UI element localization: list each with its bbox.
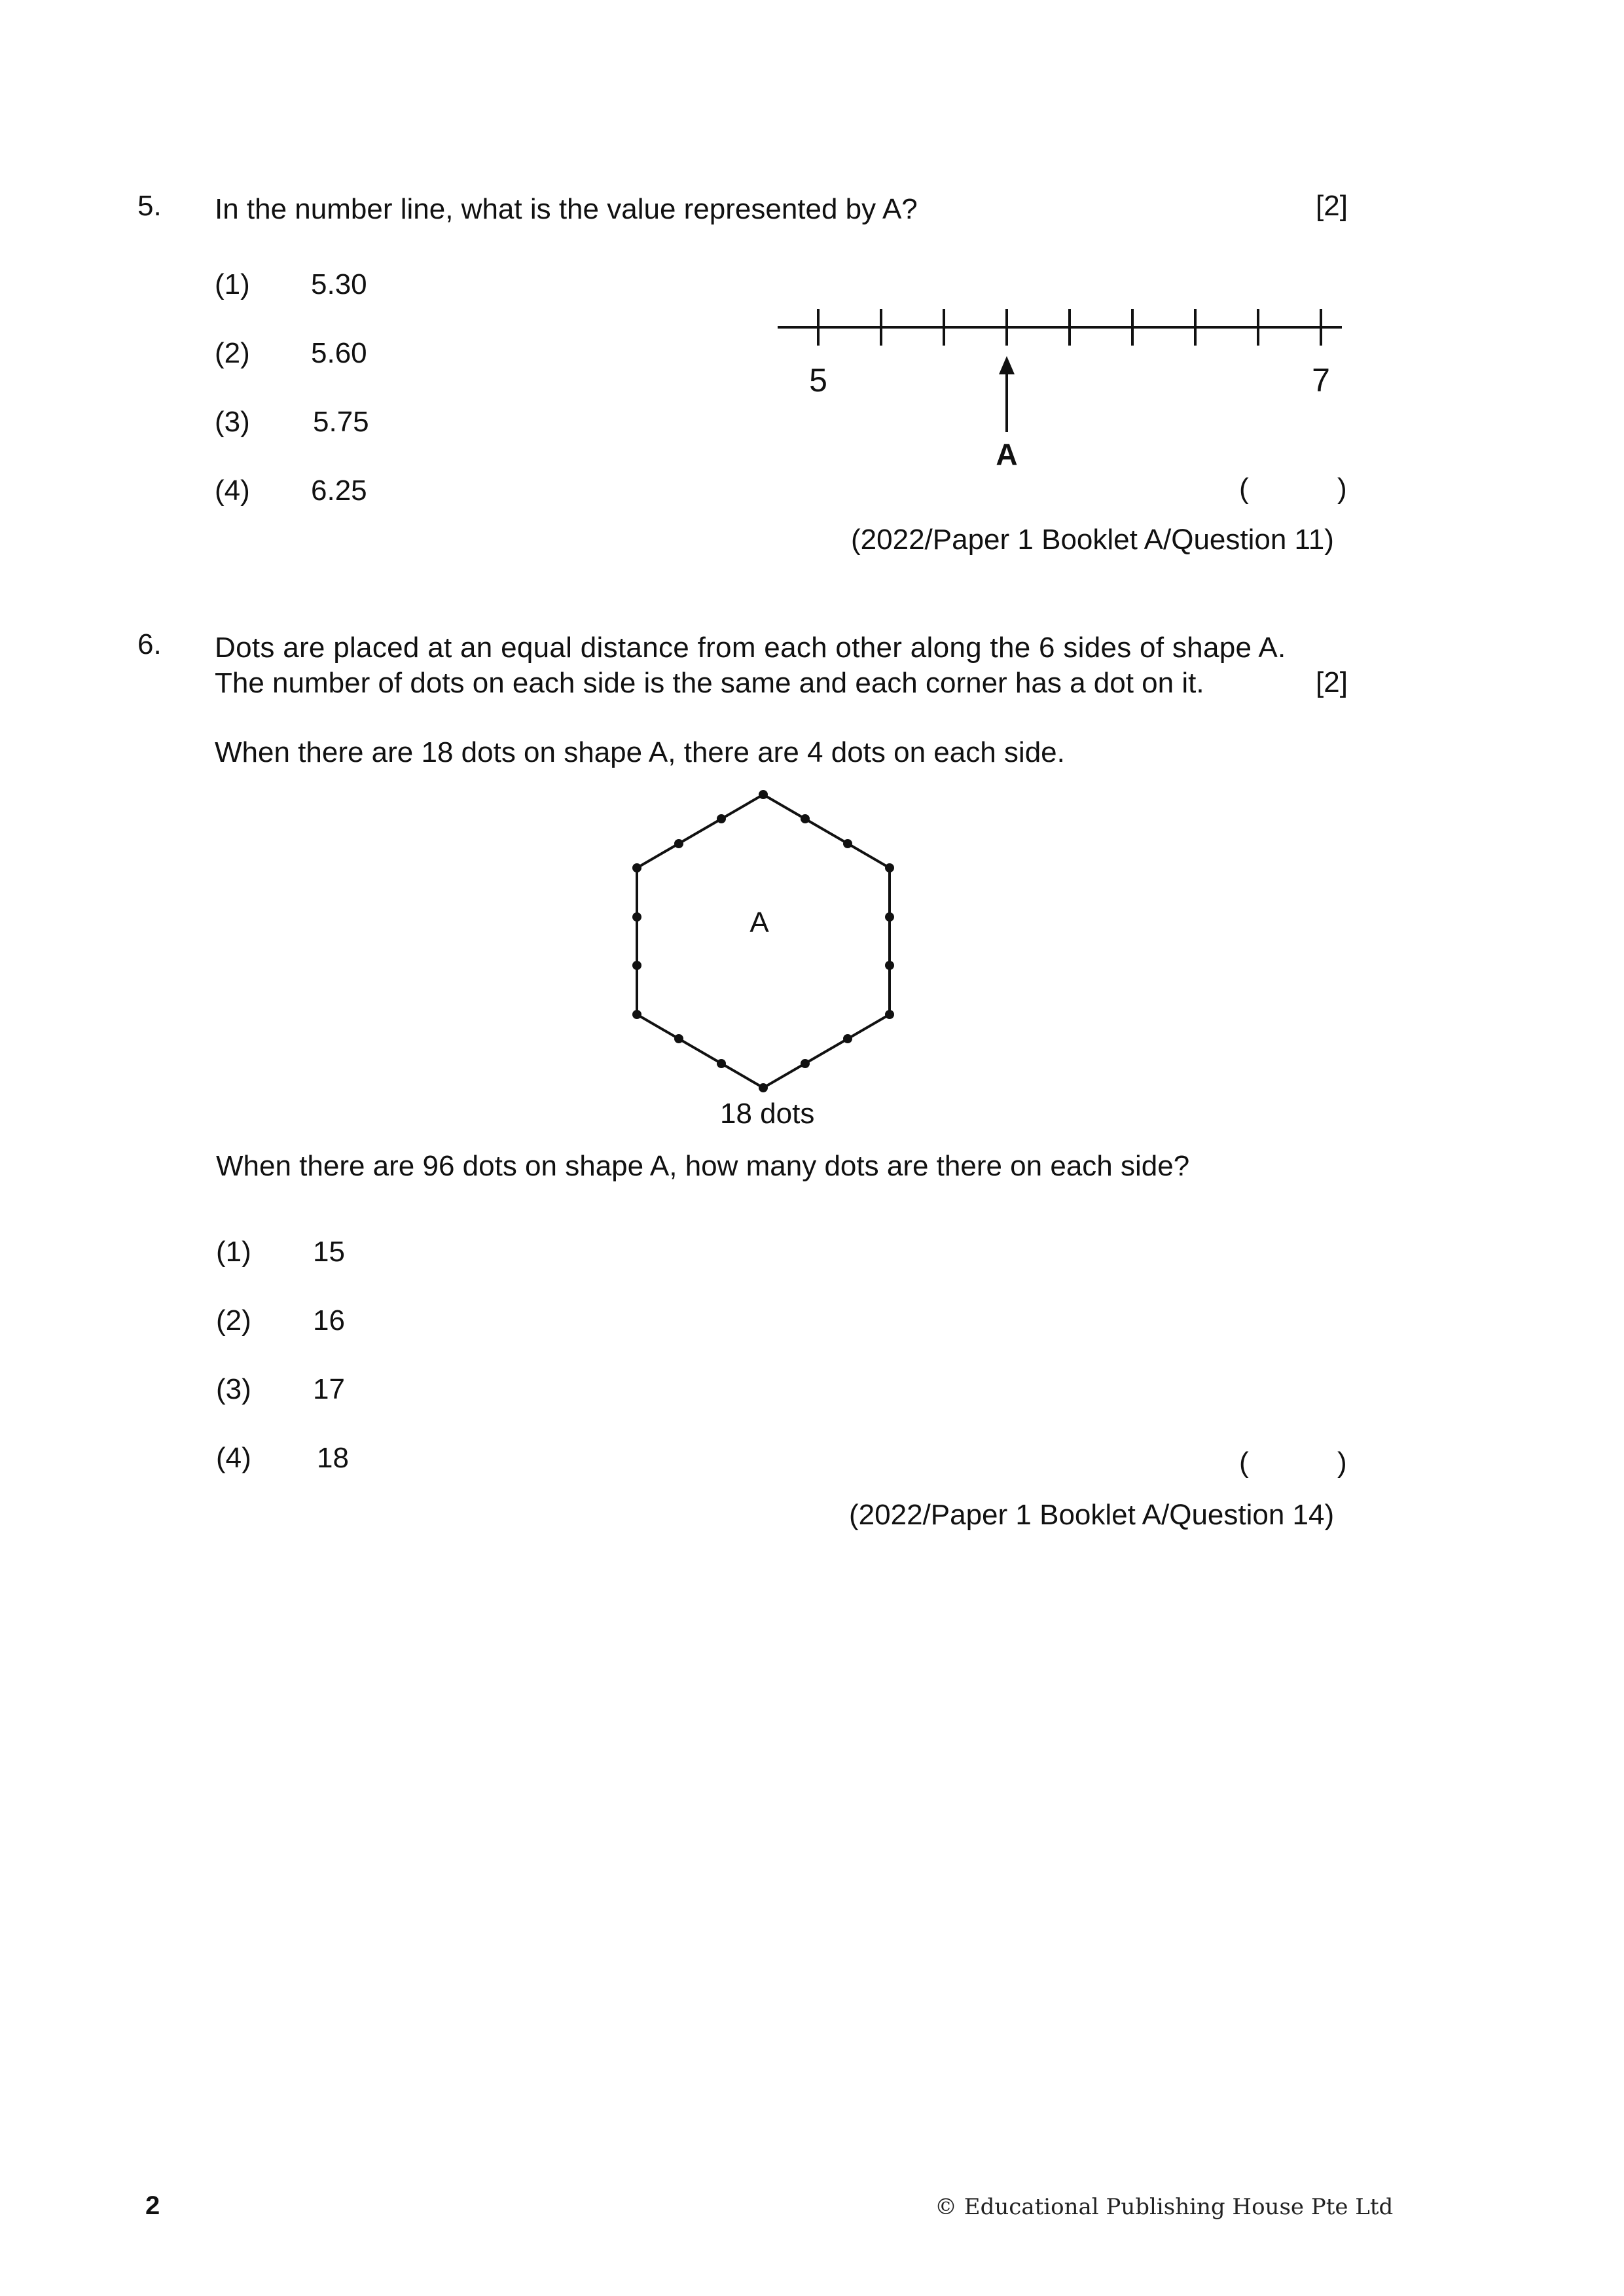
- example-text: When there are 18 dots on shape A, there are 4 dots on each side.: [215, 736, 1065, 768]
- option-value: 5.75: [313, 406, 369, 438]
- hexagon-figure: [615, 779, 903, 1093]
- option-index: (4): [216, 1442, 251, 1474]
- answer-bracket-open: (: [1239, 473, 1249, 505]
- answer-bracket-close: ): [1337, 473, 1347, 505]
- option-value: 5.30: [311, 268, 367, 300]
- pointer-arrow: [999, 356, 1015, 432]
- option-value: 16: [313, 1304, 345, 1336]
- answer-bracket-open: (: [1239, 1446, 1249, 1479]
- option-index: (3): [216, 1373, 251, 1405]
- shape-label: A: [749, 906, 769, 939]
- question-text: In the number line, what is the value represented by A?: [215, 193, 918, 225]
- question-source: (2022/Paper 1 Booklet A/Question 14): [849, 1499, 1335, 1531]
- figure-caption: 18 dots: [720, 1098, 815, 1130]
- option-index: (1): [216, 1236, 251, 1268]
- number-line-figure: [766, 301, 1355, 478]
- option-value: 18: [317, 1442, 349, 1474]
- option-value: 15: [313, 1236, 345, 1268]
- option-index: (3): [215, 406, 250, 438]
- start-label: 5: [809, 362, 827, 399]
- question-number: 6.: [137, 628, 162, 660]
- option-value: 5.60: [311, 337, 367, 369]
- question-text-line-2: The number of dots on each side is the same and each corner has a dot on it.: [215, 667, 1204, 699]
- copyright-notice: © Educational Publishing House Pte Ltd: [935, 2194, 1394, 2220]
- question-source: (2022/Paper 1 Booklet A/Question 11): [851, 524, 1334, 556]
- marks-label: [2]: [1316, 190, 1348, 222]
- hexagon-shape: [637, 795, 890, 1088]
- marks-label: [2]: [1316, 666, 1348, 698]
- option-index: (2): [216, 1304, 251, 1336]
- option-index: (4): [215, 475, 250, 507]
- page-number: 2: [145, 2191, 160, 2220]
- question-text-line-1: [215, 631, 1363, 665]
- option-value: 17: [313, 1373, 345, 1405]
- pointer-label: A: [996, 437, 1018, 471]
- question-prompt: When there are 96 dots on shape A, how many dots are there on each side?: [216, 1150, 1190, 1182]
- option-index: (2): [215, 337, 250, 369]
- option-value: 6.25: [311, 475, 367, 507]
- question-text: Dots are placed at an equal distance from each other along the 6 sides of shape A.: [215, 632, 1286, 664]
- hexagon-dots: [632, 790, 894, 1092]
- answer-bracket-close: ): [1337, 1446, 1347, 1479]
- end-label: 7: [1312, 362, 1330, 399]
- option-index: (1): [215, 268, 250, 300]
- question-number: 5.: [137, 190, 162, 222]
